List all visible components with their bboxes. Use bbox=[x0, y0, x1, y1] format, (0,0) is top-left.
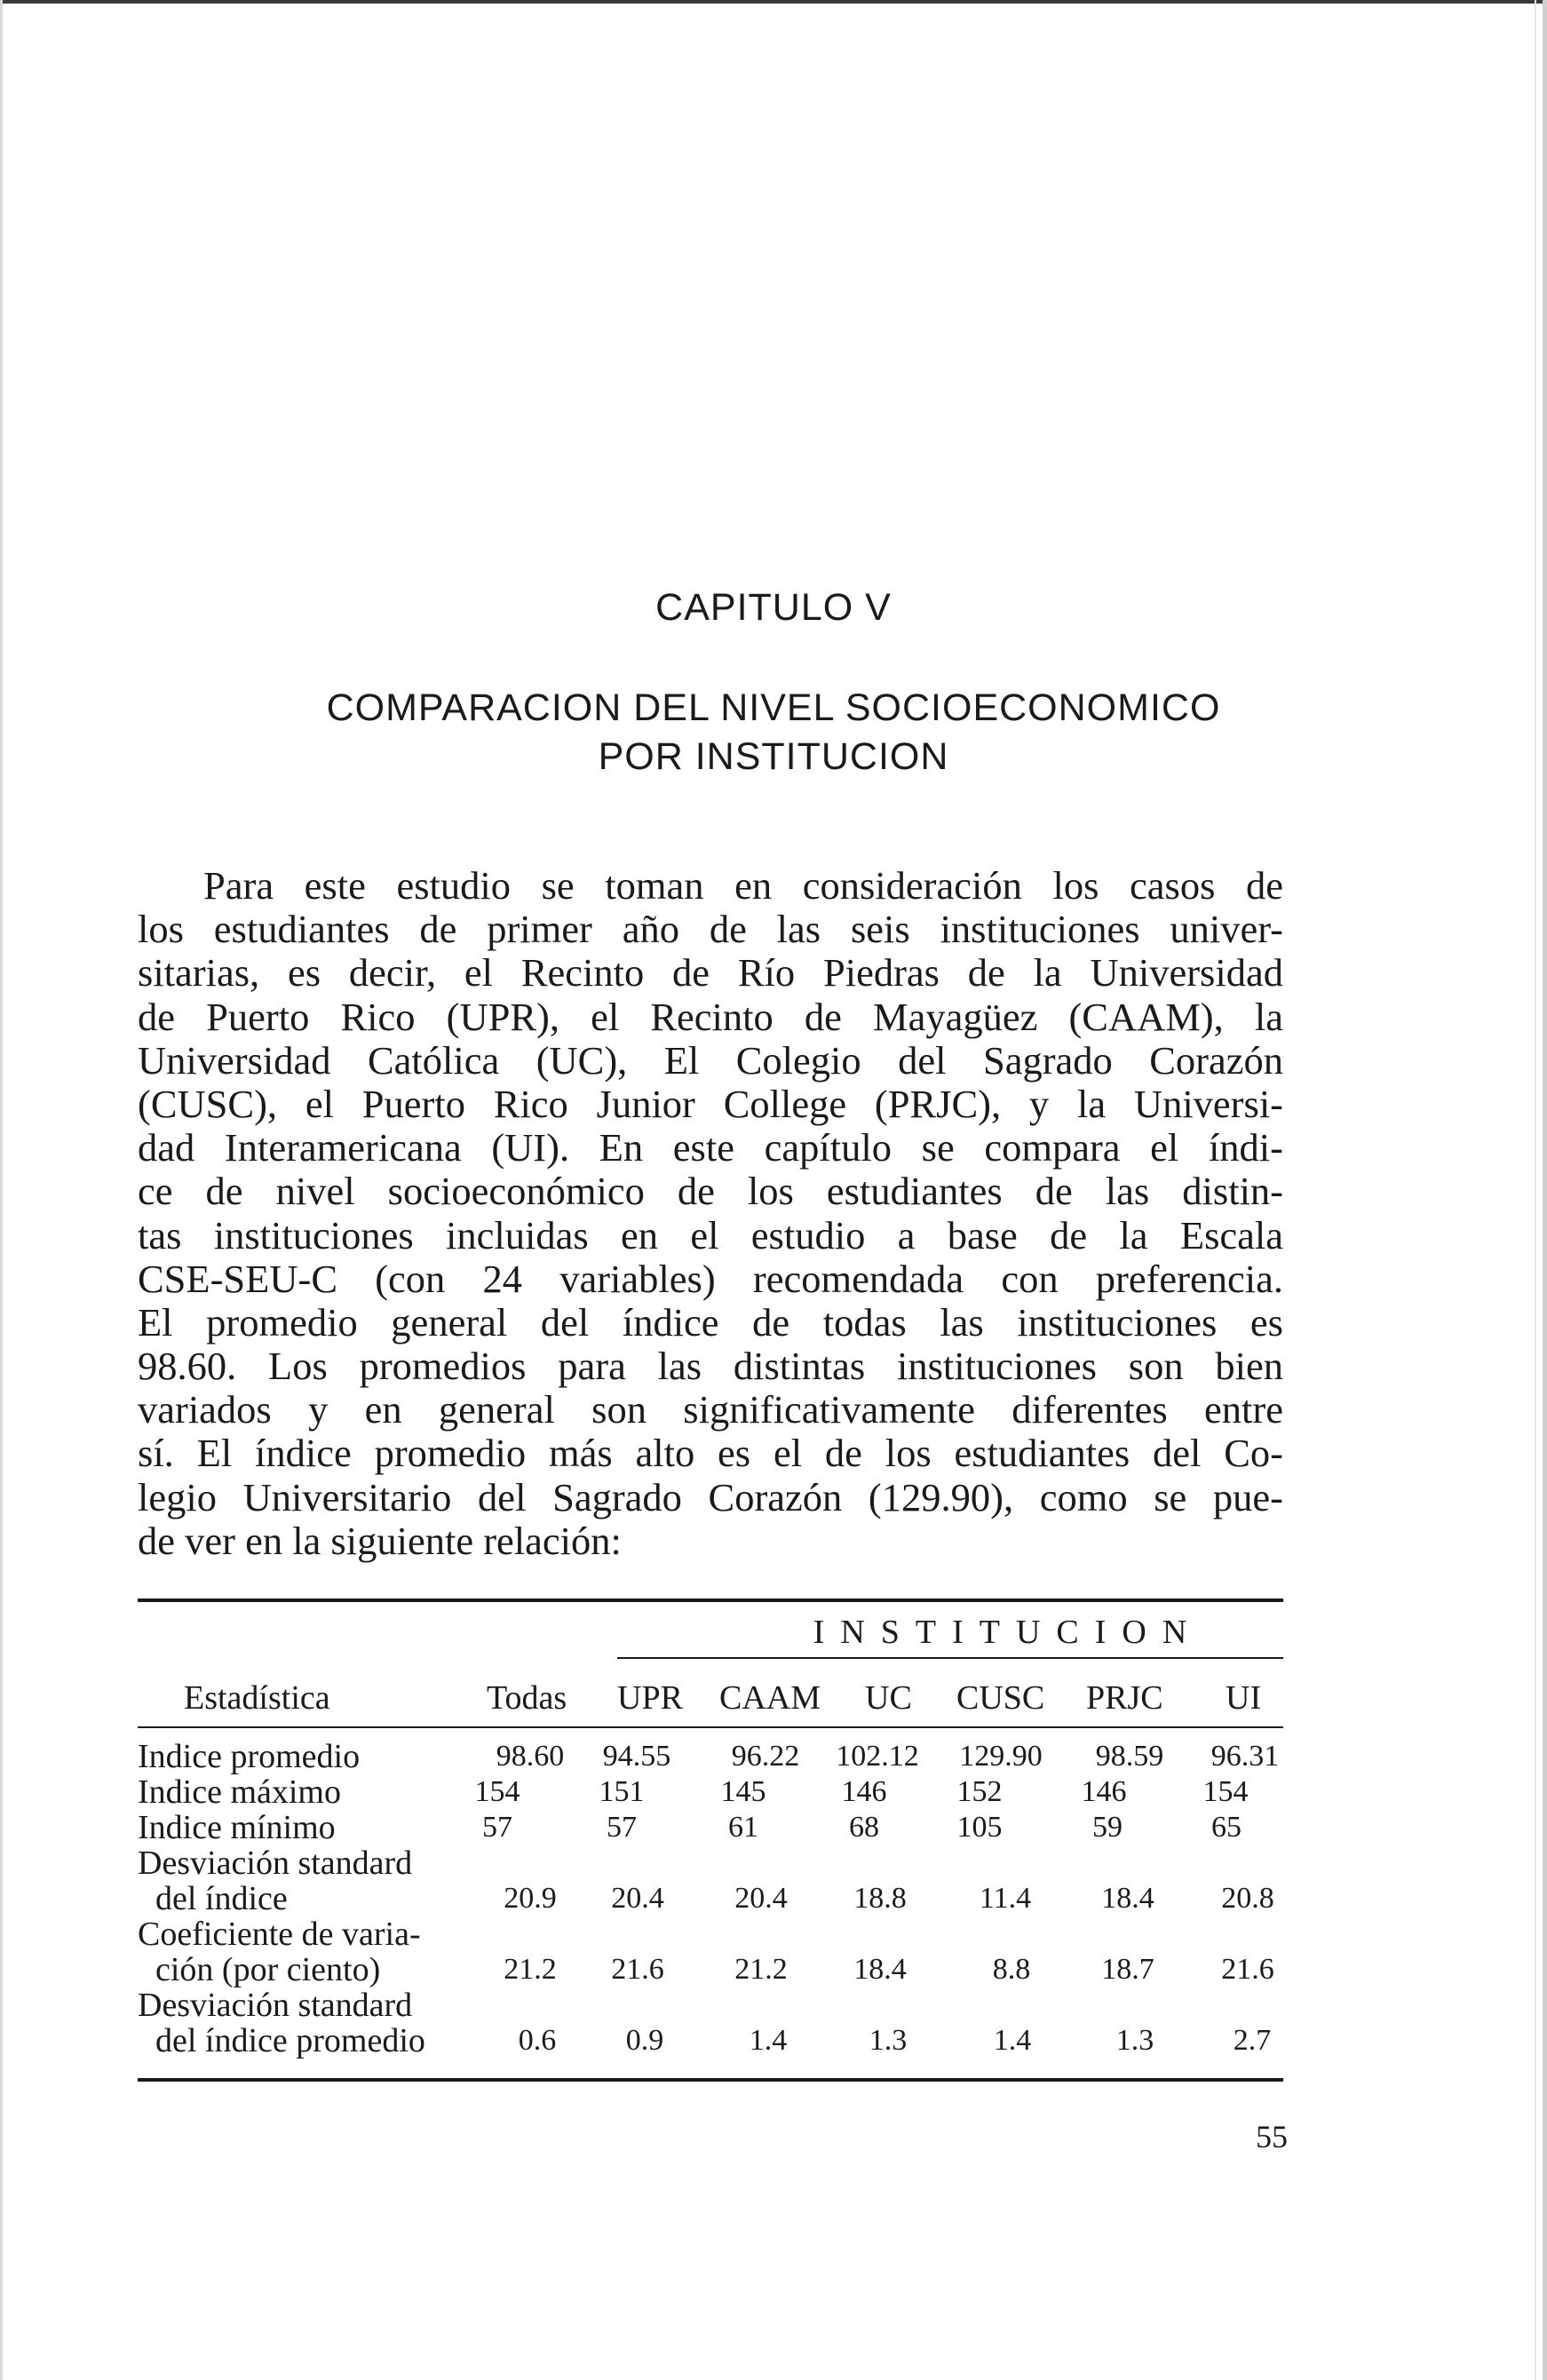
table-cell: 20.4 bbox=[611, 1882, 664, 1915]
table-cell: 96.22 bbox=[731, 1740, 800, 1773]
table-cell: 105 bbox=[956, 1811, 1003, 1844]
row-label-line: Coeficiente de varia- bbox=[138, 1916, 421, 1953]
table-cell: 57 bbox=[482, 1811, 512, 1844]
table-cell: 8.8 bbox=[992, 1953, 1031, 1986]
header-cusc: CUSC bbox=[956, 1679, 1045, 1717]
row-label bbox=[138, 1987, 425, 2059]
table-cell: 20.4 bbox=[734, 1882, 788, 1915]
page-right-edge bbox=[1543, 0, 1547, 2380]
page-number: 55 bbox=[1256, 2119, 1288, 2154]
table-cell: 0.9 bbox=[625, 2024, 664, 2057]
row-label bbox=[138, 1916, 421, 1987]
table-cell: 146 bbox=[841, 1775, 887, 1808]
table-cell: 146 bbox=[1081, 1775, 1127, 1808]
body-line: 98.60. Los promedios para las distintas instituciones son bien bbox=[138, 1344, 1283, 1389]
body-paragraph bbox=[138, 864, 1283, 1563]
row-label bbox=[138, 1810, 336, 1845]
header-rule bbox=[138, 1726, 1283, 1728]
section-title-line: POR INSTITUCION bbox=[598, 735, 949, 778]
chapter-title: CAPITULO V bbox=[655, 586, 892, 629]
table-cell: 94.55 bbox=[602, 1740, 671, 1773]
table-cell: 18.4 bbox=[853, 1953, 907, 1986]
row-label-line: ción (por ciento) bbox=[155, 1951, 381, 1988]
row-label bbox=[138, 1774, 341, 1810]
table-cell: 151 bbox=[599, 1775, 645, 1808]
header-caam: CAAM bbox=[719, 1679, 821, 1717]
table-cell: 11.4 bbox=[979, 1882, 1032, 1915]
table-cell: 154 bbox=[474, 1775, 520, 1808]
table-cell: 20.8 bbox=[1221, 1882, 1274, 1915]
table-cell: 102.12 bbox=[836, 1740, 919, 1773]
body-line: dad Interamericana (UI). En este capítulo se compara el índi- bbox=[138, 1125, 1283, 1170]
body-line: Universidad Católica (UC), El Colegio del Sagrado Corazón bbox=[138, 1037, 1283, 1083]
body-line: de ver en la siguiente relación: bbox=[138, 1518, 622, 1563]
table-cell: 57 bbox=[607, 1811, 637, 1844]
table-cell: 145 bbox=[720, 1775, 766, 1808]
header-uc: UC bbox=[865, 1679, 912, 1717]
table-cell: 20.9 bbox=[504, 1882, 557, 1915]
body-line: Para este estudio se toman en consideración los casos de bbox=[203, 863, 1283, 908]
table-cell: 21.2 bbox=[734, 1953, 788, 1986]
table-cell: 1.4 bbox=[749, 2024, 788, 2057]
institution-group-header: INSTITUCION bbox=[813, 1614, 1203, 1651]
table-cell: 98.60 bbox=[496, 1740, 565, 1773]
header-todas: Todas bbox=[487, 1679, 567, 1717]
body-line: (CUSC), el Puerto Rico Junior College (PRJC), y la Universi- bbox=[138, 1081, 1283, 1126]
page-top-edge bbox=[0, 0, 1547, 4]
body-line: sitarias, es decir, el Recinto de Río Piedras de la Universidad bbox=[138, 950, 1283, 996]
body-line: legio Universitario del Sagrado Corazón (129.90), como se pue- bbox=[138, 1474, 1283, 1519]
table-cell: 21.2 bbox=[504, 1953, 557, 1986]
body-line: CSE-SEU-C (con 24 variables) recomendada con preferencia. bbox=[138, 1256, 1283, 1301]
table-cell: 129.90 bbox=[959, 1740, 1043, 1773]
table-cell: 18.8 bbox=[853, 1882, 907, 1915]
table-top-rule bbox=[138, 1599, 1283, 1602]
row-label-line: Desviación standard bbox=[138, 1987, 413, 2024]
table-cell: 96.31 bbox=[1210, 1740, 1280, 1773]
row-label-line: Indice promedio bbox=[138, 1738, 361, 1775]
row-label bbox=[138, 1739, 360, 1774]
page-right-shadow bbox=[1535, 0, 1536, 2380]
header-ui: UI bbox=[1226, 1679, 1262, 1717]
body-line: sí. El índice promedio más alto es el de los estudiantes del Co- bbox=[138, 1431, 1283, 1476]
header-upr: UPR bbox=[617, 1679, 683, 1717]
row-label-line: Indice mínimo bbox=[138, 1809, 336, 1846]
table-cell: 18.7 bbox=[1101, 1953, 1154, 1986]
table-cell: 1.3 bbox=[1115, 2024, 1154, 2057]
table-bottom-rule bbox=[138, 2078, 1283, 2082]
table-cell: 21.6 bbox=[1221, 1953, 1274, 1986]
page-left-edge bbox=[0, 0, 3, 2380]
table-cell: 98.59 bbox=[1095, 1740, 1164, 1773]
section-title-line: COMPARACION DEL NIVEL SOCIOECONOMICO bbox=[326, 686, 1221, 729]
body-line: variados y en general son significativamente diferentes entre bbox=[138, 1387, 1283, 1432]
header-prjc: PRJC bbox=[1086, 1679, 1163, 1717]
row-label-line: Desviación standard bbox=[138, 1844, 413, 1882]
section-title bbox=[0, 684, 1547, 781]
row-label-line: Indice máximo bbox=[138, 1773, 341, 1811]
body-line: ce de nivel socioeconómico de los estudiantes de las distin- bbox=[138, 1169, 1283, 1214]
table-cell: 21.6 bbox=[611, 1953, 664, 1986]
body-line: El promedio general del índice de todas las instituciones es bbox=[138, 1299, 1283, 1345]
table-cell: 59 bbox=[1092, 1811, 1123, 1844]
body-line: tas instituciones incluidas en el estudio a base de la Escala bbox=[138, 1212, 1283, 1257]
table-cell: 61 bbox=[728, 1811, 758, 1844]
body-line: de Puerto Rico (UPR), el Recinto de Mayagüez (CAAM), la bbox=[138, 994, 1283, 1039]
table-cell: 1.3 bbox=[869, 2024, 908, 2057]
table-cell: 65 bbox=[1211, 1811, 1242, 1844]
group-header-rule bbox=[617, 1657, 1283, 1659]
row-label-line: del índice promedio bbox=[155, 2022, 425, 2059]
table-cell: 154 bbox=[1202, 1775, 1249, 1808]
table-cell: 1.4 bbox=[993, 2024, 1032, 2057]
row-label bbox=[138, 1845, 412, 1916]
table-cell: 18.4 bbox=[1101, 1882, 1154, 1915]
body-line: los estudiantes de primer año de las seis instituciones univer- bbox=[138, 907, 1283, 952]
table-cell: 2.7 bbox=[1233, 2024, 1272, 2057]
table-cell: 152 bbox=[956, 1775, 1003, 1808]
header-estadistica: Estadística bbox=[184, 1679, 330, 1717]
table-cell: 0.6 bbox=[518, 2024, 557, 2057]
row-label-line: del índice bbox=[155, 1880, 288, 1917]
table-cell: 68 bbox=[849, 1811, 879, 1844]
